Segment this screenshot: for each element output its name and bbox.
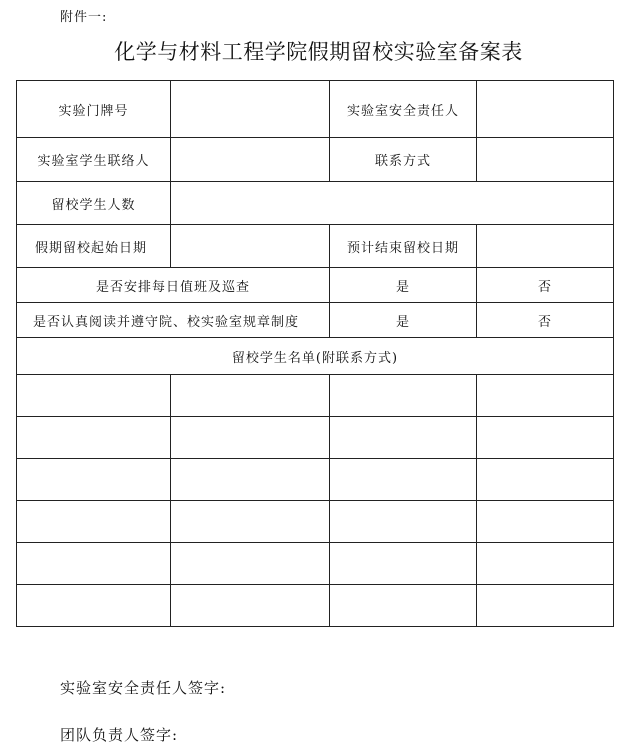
table-row [17,501,614,543]
student-cell[interactable] [330,585,477,627]
label-student-count: 留校学生人数 [17,182,171,225]
label-expected-end-date: 预计结束留校日期 [330,225,477,268]
student-cell[interactable] [477,375,614,417]
student-cell[interactable] [330,501,477,543]
student-list-header: 留校学生名单(附联系方式) [17,338,614,375]
table-row [17,417,614,459]
registration-form-table [16,80,614,627]
student-cell[interactable] [17,543,171,585]
student-cell[interactable] [171,585,330,627]
label-lab-room-number: 实验门牌号 [17,81,171,138]
label-rules-question: 是否认真阅读并遵守院、校实验室规章制度 [17,303,330,338]
label-lab-safety-officer: 实验室安全责任人 [330,81,477,138]
safety-officer-signature-label: 实验室安全责任人签字: [60,679,227,697]
field-contact-method[interactable] [477,138,614,182]
field-student-count[interactable] [171,182,614,225]
student-cell[interactable] [17,417,171,459]
student-cell[interactable] [171,375,330,417]
rules-yes-option[interactable]: 是 [330,303,477,338]
label-start-date: 假期留校起始日期 [17,225,171,268]
table-row [17,375,614,417]
student-cell[interactable] [17,501,171,543]
student-cell[interactable] [330,543,477,585]
table-row [17,543,614,585]
student-cell[interactable] [171,459,330,501]
student-cell[interactable] [477,501,614,543]
label-contact-method: 联系方式 [330,138,477,182]
daily-duty-yes-option[interactable]: 是 [330,268,477,303]
team-leader-signature-label: 团队负责人签字: [60,726,179,744]
label-daily-duty-question: 是否安排每日值班及巡查 [17,268,330,303]
student-cell[interactable] [171,543,330,585]
rules-no-option[interactable]: 否 [477,303,614,338]
page-title: 化学与材料工程学院假期留校实验室备案表 [114,40,523,64]
student-cell[interactable] [17,585,171,627]
daily-duty-no-option[interactable]: 否 [477,268,614,303]
field-lab-room-number[interactable] [171,81,330,138]
student-cell[interactable] [330,417,477,459]
label-lab-student-contact: 实验室学生联络人 [17,138,171,182]
student-cell[interactable] [477,585,614,627]
table-row [17,459,614,501]
student-cell[interactable] [477,417,614,459]
student-cell[interactable] [477,543,614,585]
student-cell[interactable] [477,459,614,501]
field-lab-student-contact[interactable] [171,138,330,182]
student-cell[interactable] [330,459,477,501]
student-cell[interactable] [17,459,171,501]
student-cell[interactable] [171,501,330,543]
table-row [17,585,614,627]
field-start-date[interactable] [171,225,330,268]
student-cell[interactable] [330,375,477,417]
field-lab-safety-officer[interactable] [477,81,614,138]
field-expected-end-date[interactable] [477,225,614,268]
student-cell[interactable] [171,417,330,459]
student-cell[interactable] [17,375,171,417]
attachment-label: 附件一: [60,10,108,25]
